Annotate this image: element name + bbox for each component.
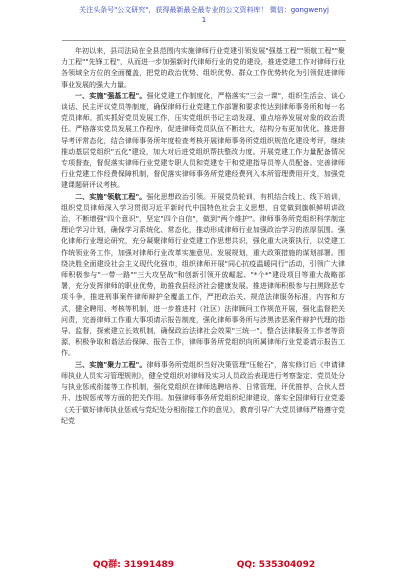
document-body: [61, 46, 345, 427]
section-heading: 一、实施"强基工程"。: [75, 91, 147, 100]
section-heading: 三、实施"聚力工程"。: [75, 360, 147, 369]
section-paragraph: [61, 91, 345, 192]
section-text: 强化思想政治引领。开展党员轮训，有机结合线上、线下培训，组织党员律师深入学习贯彻习近平新时代中国特色社会主义思想，自觉做到旗帜鲜明讲政治，不断增强"四个意识"，坚定"四个自信"，做到"两个维护"。律师事务所党组织科学制定理论学习计划，确保学习系统化、常态化，推动形成律师行业加强政治学习的浓厚氛围。强化律师行业理论研究，充分凝聚律师行业党建工作思想共识，强化重大决策执行，以党建工作统领业务工作，加强对律师行业改革实施意见、发展规划，重大政策措施的谋划部署。围绕决胜全面建设社会主义现代化强市，组织律师开展"同心抗疫温暖同行"活动，引领广大律师积极参与"一带一路""三大攻坚战"和创新引领开放崛起、"*个*"建设项目等重大战略部署，充分发挥律师的职业优势，助推我县经济社会健康发展。推进律师积极参与扫黑除恶专项斗争，推进刑事案件律师辩护全覆盖工作，严把政治关、规范法律服务标准，内容和方式，健全聘用、考核等机制，进一步推进村（社区）法律顾问工作规范开展，强化监督把关问责，完善律师工作重大事项请示报告制度，强化律师事务所与涉黑涉恶案件辩护代理的指导、监督，探索建立长效机制，确保政治法律社会效果"三统一"。整合法律服务工作者等资源，积极争取和谐法治保障、报告工作，律师事务所党组织向所属律师行业党委请示报告工作。: [61, 192, 346, 358]
section-text: 强化党建工作制度化，严格落实"三会一课"，组织生活会、谈心谈话、民主评议党员等制度，确保律师行业党建工作部署和要求传达到律师事务所和每一名党员律师。抓实抓好党员发展工作，压实党组织书记主动发现、重点培养发展对象的政治责任。严格落实党员发展工作程序，促进律师党员队伍不断壮大，结构分布更加优化。推进督导考评常态化，结合律师事务所年度检查考核开展律师事务所党组织规范化建设考评，继续推动基层党组织"五化"建设，加大对后进党组织帮扶整改力度。开展党建工作力量配备情况专项督查，督促落实律师行业党建专职人员和党建专干和党建指导员等人员配备。完善律师行业党建工作经费保障机制，督促落实律师事务所党建经费列入本所管理费用开支，加强党建课题研评议考核。: [61, 91, 345, 190]
intro-paragraph: [61, 46, 345, 91]
section-heading: 二、实施"领航工程"。: [75, 192, 147, 201]
section-text: 律师事务所党组织当好决策管理"压舱石"，落实修订后《申请律师执业人员实习管理规则》，健全党组织对律师及实习人员政治表现进行考察鉴定、党员处分与执业惩戒衔接等工作机制，强化党组织在律师选聘培养、日常管理、评优推荐、合伙人晋升、违规惩戒等方面的把关作用。加强律师事务所党组织纪律建设，落实全国律师行业党委《关于做好律师执业惩戒与党纪处分相衔接工作的意见》，教育引导广大党员律师严格遵守党纪党: [61, 360, 345, 425]
footer-qq-group: QQ群: 31991489: [92, 560, 175, 570]
page-header: [0, 5, 408, 25]
footer-qq: QQ: 535304092: [236, 560, 316, 570]
intro-text: 年初以来，县司法局在全县范围内实施律师行业党建引领发展"强基工程""领航工程""聚力工程""先锋工程"，从而进一步加强新时代律师行业的党的建设，推进党建工作对律师行业各领域全方位的全面覆盖，把党的政治优势、组织优势、群众工作优势转化为引领促进律师事业发展的强大力量。: [61, 47, 345, 89]
header-page-number: 1: [201, 16, 207, 24]
header-promo-text: 关注头条号"公文研究"，获得最新最全最专业的公文资料库！ 微信：gongwenyj: [79, 6, 329, 14]
header-divider: [62, 40, 346, 41]
page-footer: [0, 557, 408, 570]
section-paragraph: [61, 360, 345, 427]
section-paragraph: [61, 192, 345, 360]
